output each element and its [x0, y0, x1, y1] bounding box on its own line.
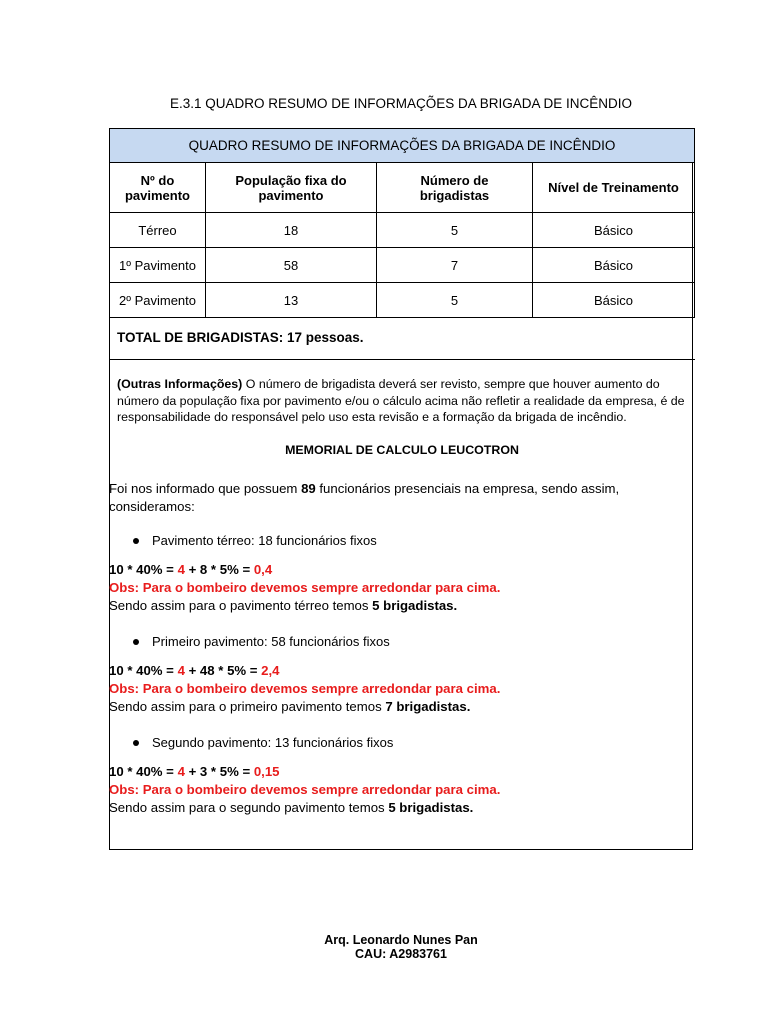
bullet-icon — [133, 639, 139, 645]
obs-note: Obs: Para o bombeiro devemos sempre arredondar para cima. — [109, 580, 501, 595]
obs-note: Obs: Para o bombeiro devemos sempre arredondar para cima. — [109, 681, 501, 696]
list-item: Primeiro pavimento: 58 funcionários fixos — [133, 634, 390, 649]
col-header-nivel: Nível de Treinamento — [533, 163, 695, 213]
obs-note: Obs: Para o bombeiro devemos sempre arredondar para cima. — [109, 782, 501, 797]
formula-primeiro: 10 * 40% = 4 + 48 * 5% = 2,4 — [109, 663, 280, 678]
cell-pavimento: 2º Pavimento — [110, 283, 206, 318]
cell-pavimento: 1º Pavimento — [110, 248, 206, 283]
cell-brigadistas: 7 — [377, 248, 533, 283]
cell-populacao: 13 — [206, 283, 377, 318]
cell-nivel: Básico — [533, 248, 695, 283]
formula-segundo: 10 * 40% = 4 + 3 * 5% = 0,15 — [109, 764, 280, 779]
cell-brigadistas: 5 — [377, 213, 533, 248]
col-header-brigadistas: Número de brigadistas — [377, 163, 533, 213]
cell-populacao: 58 — [206, 248, 377, 283]
cell-nivel: Básico — [533, 213, 695, 248]
bullet-icon — [133, 740, 139, 746]
cell-pavimento: Térreo — [110, 213, 206, 248]
signature-name: Arq. Leonardo Nunes Pan — [324, 933, 478, 947]
table-row — [110, 283, 695, 318]
col-header-pavimento: Nº do pavimento — [110, 163, 206, 213]
cell-populacao: 18 — [206, 213, 377, 248]
conclusion-primeiro: Sendo assim para o primeiro pavimento temos 7 brigadistas. — [109, 699, 471, 714]
cell-nivel: Básico — [533, 283, 695, 318]
signature-cau: CAU: A2983761 — [355, 947, 447, 961]
list-item: Pavimento térreo: 18 funcionários fixos — [133, 533, 377, 548]
total-brigadistas: TOTAL DE BRIGADISTAS: 17 pessoas. — [117, 330, 364, 345]
cell-brigadistas: 5 — [377, 283, 533, 318]
memorial-intro: Foi nos informado que possuem 89 funcionários presenciais na empresa, sendo assim, consideramos: — [109, 481, 620, 514]
table-header: QUADRO RESUMO DE INFORMAÇÕES DA BRIGADA DE INCÊNDIO — [110, 129, 695, 163]
other-info-label: (Outras Informações) — [117, 377, 243, 391]
col-header-populacao: População fixa do pavimento — [206, 163, 377, 213]
list-item: Segundo pavimento: 13 funcionários fixos — [133, 735, 393, 750]
table-row — [110, 213, 695, 248]
other-info-paragraph — [117, 376, 687, 426]
signature-block — [0, 933, 768, 961]
table-row — [110, 248, 695, 283]
formula-terreo: 10 * 40% = 4 + 8 * 5% = 0,4 — [109, 562, 273, 577]
divider — [109, 359, 695, 360]
other-info-text: O número de brigadista deverá ser revisto, sempre que houver aumento do número da população fixa por pavimento e/ou o cálculo acima não refletir a realidade da empresa, é de responsabilidade do responsável pelo uso esta revisão e a formação da brigada de incêndio. — [117, 377, 685, 424]
conclusion-terreo: Sendo assim para o pavimento térreo temos 5 brigadistas. — [109, 598, 458, 613]
bullet-icon — [133, 538, 139, 544]
brigade-summary-table — [109, 128, 695, 318]
memorial-title: MEMORIAL DE CALCULO LEUCOTRON — [285, 443, 519, 457]
conclusion-segundo: Sendo assim para o segundo pavimento temos 5 brigadistas. — [109, 800, 474, 815]
document-title: E.3.1 QUADRO RESUMO DE INFORMAÇÕES DA BRIGADA DE INCÊNDIO — [169, 96, 633, 111]
